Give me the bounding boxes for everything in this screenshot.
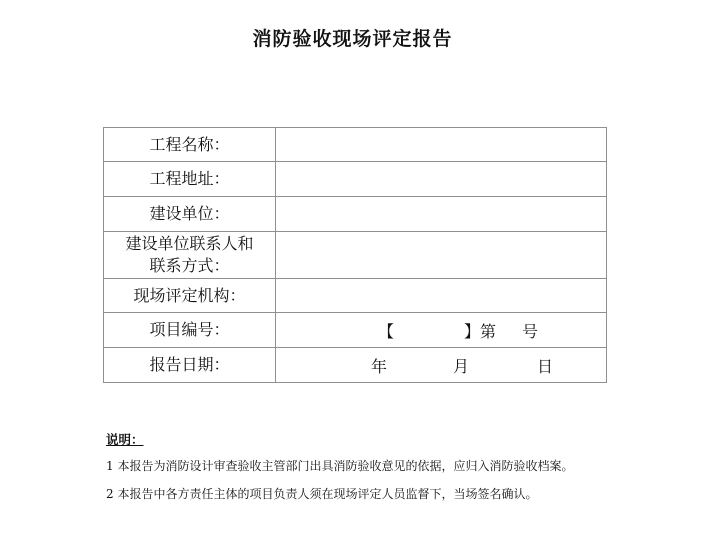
bracket-open: 【	[378, 321, 395, 341]
table-row	[104, 279, 607, 313]
report-date-field[interactable]	[276, 348, 607, 383]
table-row	[104, 313, 607, 348]
contact-label	[104, 232, 276, 279]
project-name-field[interactable]	[276, 128, 607, 162]
note-item: 2 本报告中各方责任主体的项目负责人须在现场评定人员监督下，当场签名确认。	[106, 487, 538, 501]
construction-unit-label: 建设单位：	[104, 197, 276, 232]
project-number-label: 项目编号：	[104, 313, 276, 348]
project-number-field[interactable]	[276, 313, 607, 348]
bracket-close-text: 】第	[464, 321, 497, 341]
table-row	[104, 128, 607, 162]
project-address-label: 工程地址：	[104, 162, 276, 197]
construction-unit-field[interactable]	[276, 197, 607, 232]
table-row	[104, 197, 607, 232]
page-title: 消防验收现场评定报告	[252, 28, 453, 50]
report-date-label: 报告日期：	[104, 348, 276, 383]
evaluation-agency-label: 现场评定机构：	[104, 279, 276, 313]
date-month: 月	[453, 356, 470, 376]
notes-section	[106, 432, 696, 514]
notes-heading: 说明：	[106, 432, 144, 447]
table-row	[104, 348, 607, 383]
table-row	[104, 162, 607, 197]
project-name-label: 工程名称：	[104, 128, 276, 162]
date-day: 日	[537, 356, 554, 376]
project-address-field[interactable]	[276, 162, 607, 197]
report-form-table	[103, 127, 607, 383]
contact-field[interactable]	[276, 232, 607, 279]
table-row	[104, 232, 607, 279]
note-item: 1 本报告为消防设计审查验收主管部门出具消防验收意见的依据，应归入消防验收档案。	[106, 459, 574, 473]
contact-label-line2: 联系方式：	[149, 256, 230, 275]
evaluation-agency-field[interactable]	[276, 279, 607, 313]
number-suffix: 号	[522, 321, 539, 341]
date-year: 年	[371, 356, 388, 376]
contact-label-line1: 建设单位联系人和	[125, 234, 254, 253]
